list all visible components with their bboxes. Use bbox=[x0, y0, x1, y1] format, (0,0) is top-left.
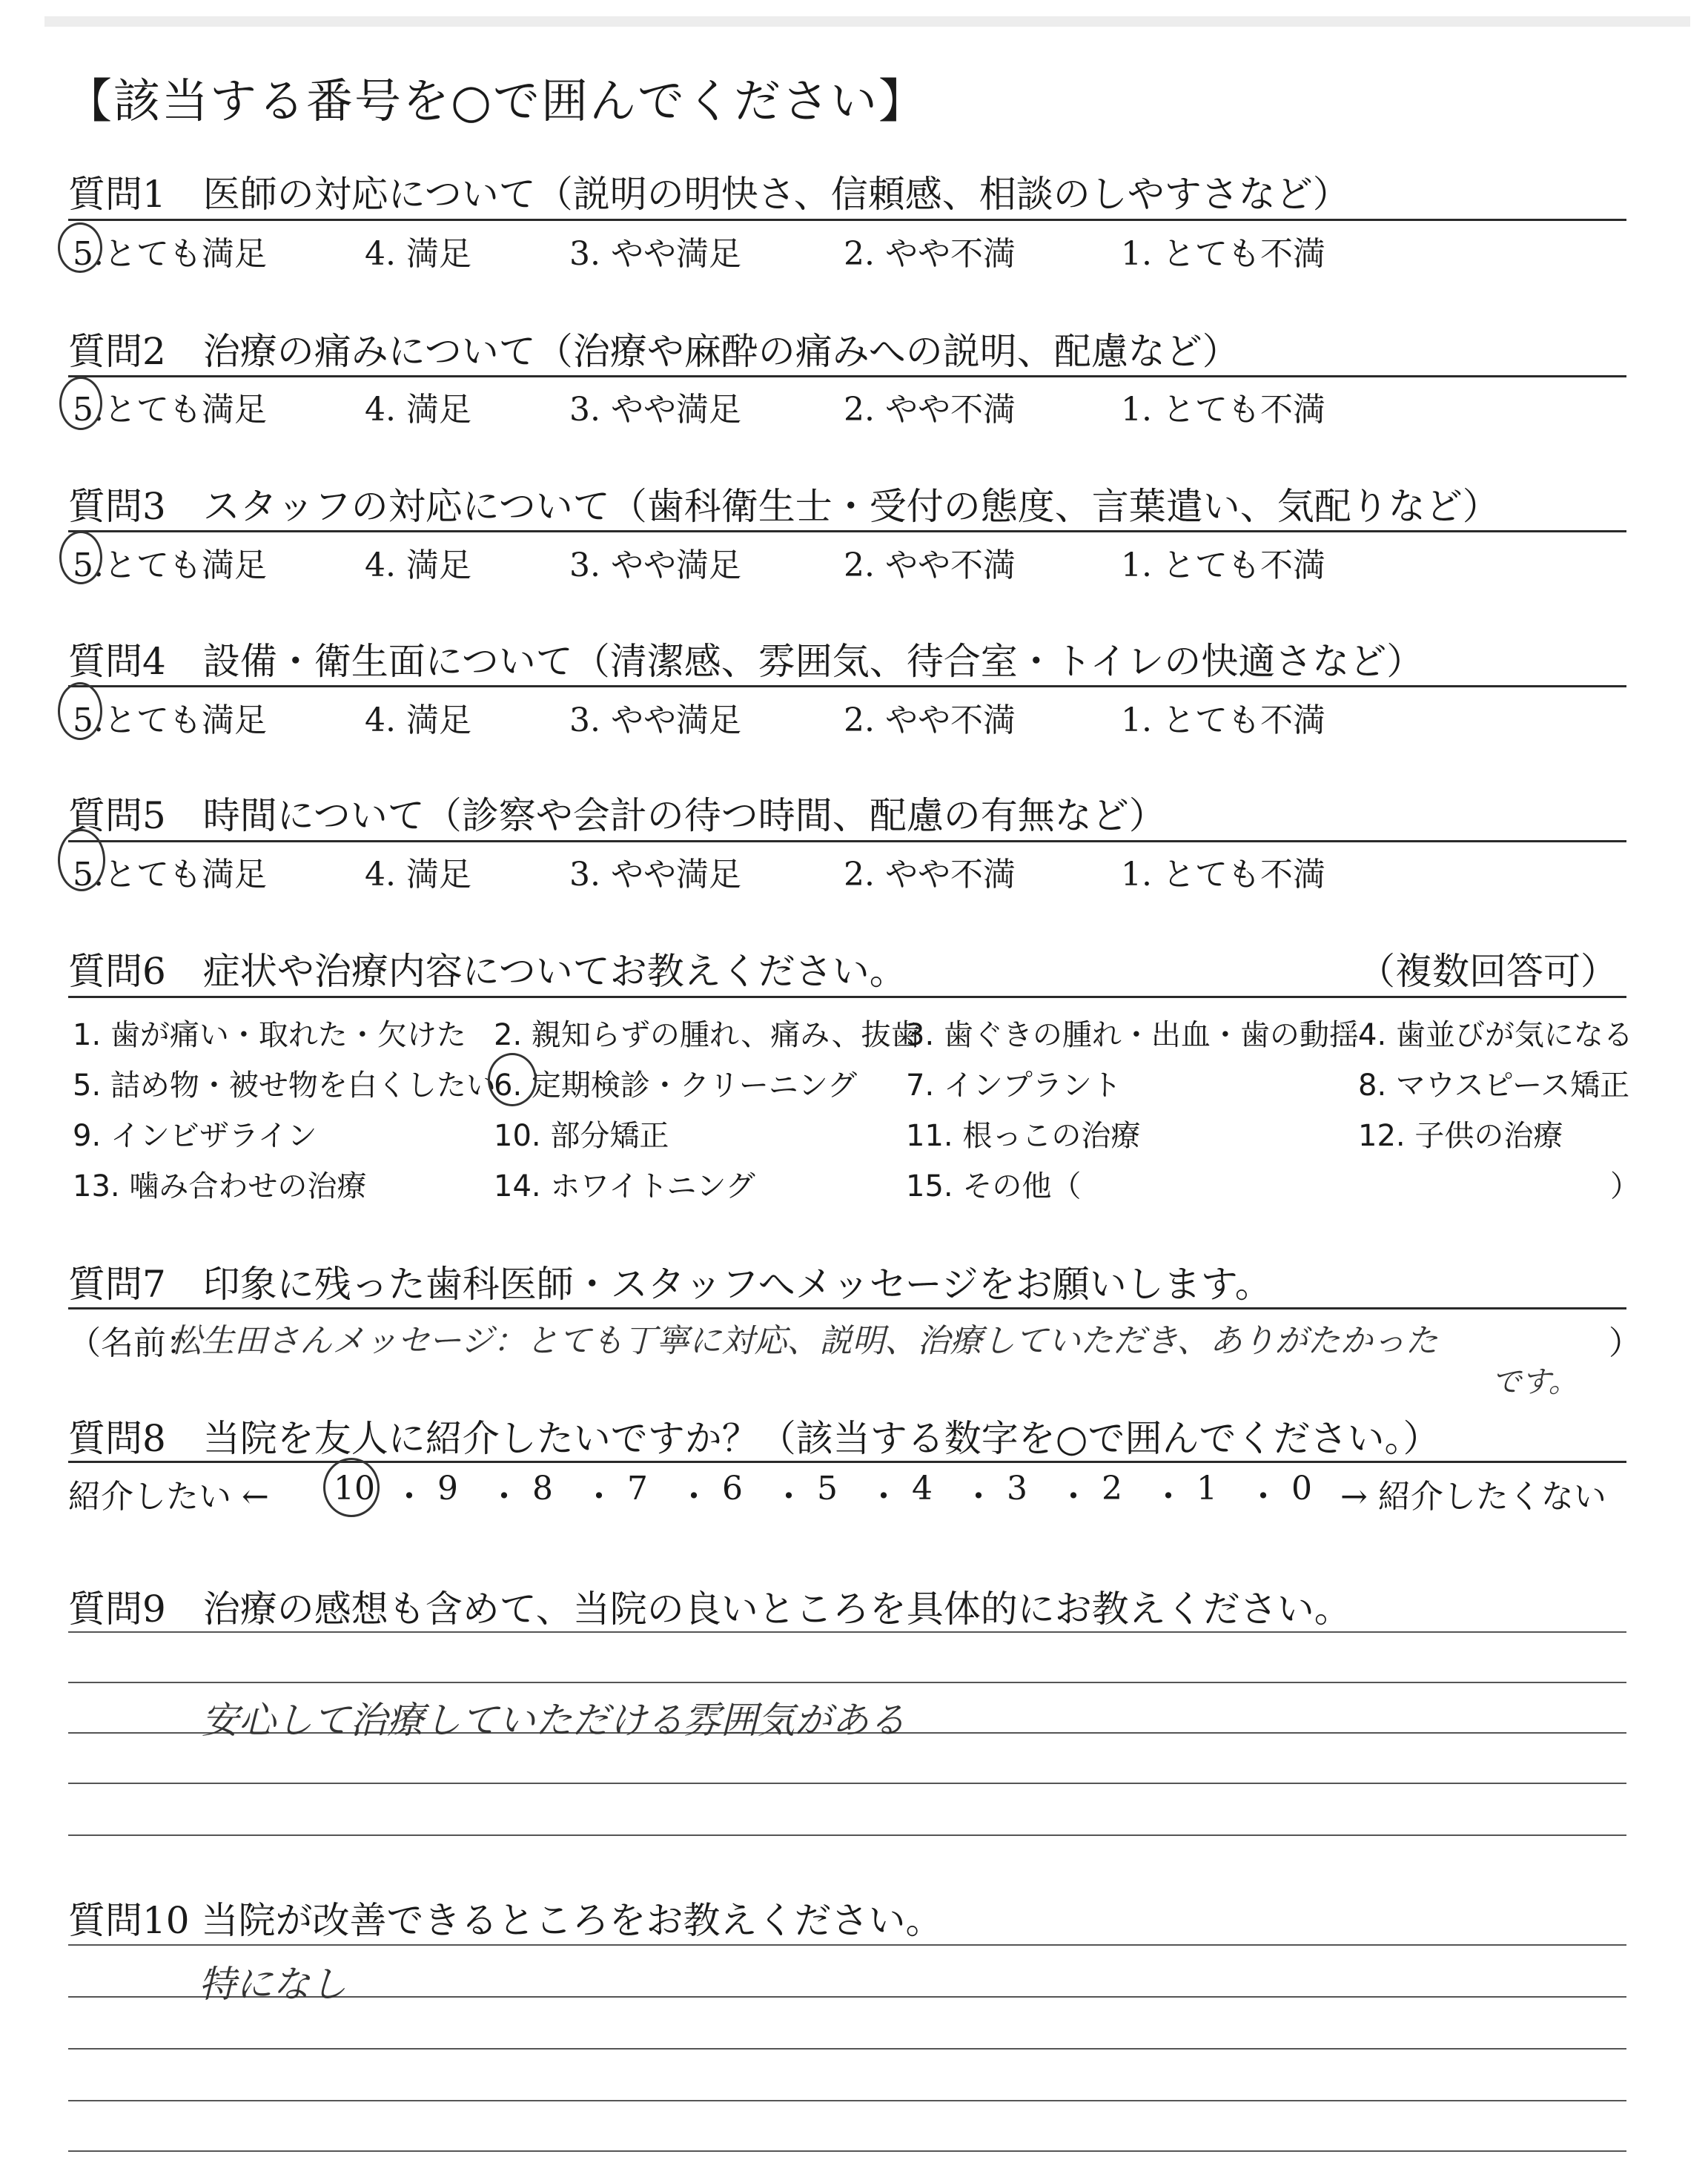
q2-rule bbox=[68, 375, 1626, 377]
q6-option-3[interactable]: 3. 歯ぐきの腫れ・出血・歯の動揺 bbox=[906, 1018, 1359, 1052]
q2-option-3[interactable]: 3. やや満足 bbox=[569, 391, 741, 429]
q4-selection-circle bbox=[58, 682, 102, 740]
q1-option-2[interactable]: 2. やや不満 bbox=[844, 235, 1016, 273]
q2-option-1[interactable]: 1. とても不満 bbox=[1121, 391, 1325, 429]
q6-option-14[interactable]: 14. ホワイトニング bbox=[494, 1169, 755, 1203]
q10-handwritten-answer[interactable]: 特になし bbox=[199, 1963, 347, 2006]
q5-selection-circle bbox=[58, 829, 105, 891]
q5-option-5[interactable]: 5.とても満足 bbox=[73, 856, 267, 894]
q8-scale-dot: ・ bbox=[583, 1478, 615, 1516]
q6-option-13[interactable]: 13. 噛み合わせの治療 bbox=[73, 1169, 367, 1203]
q1-option-5[interactable]: 5.とても満足 bbox=[73, 235, 267, 273]
q9-answer-line bbox=[68, 1834, 1626, 1836]
q5-option-3[interactable]: 3. やや満足 bbox=[569, 856, 741, 894]
q6-option-11[interactable]: 11. 根っこの治療 bbox=[906, 1119, 1141, 1153]
q10-title: 質問10 当院が改善できるところをお教えください。 bbox=[68, 1899, 943, 1942]
q3-option-1[interactable]: 1. とても不満 bbox=[1121, 546, 1325, 584]
q7-handwritten-message[interactable]: 松生田さんメッセージ：とても丁寧に対応、説明、治療していただき、ありがたかった bbox=[169, 1322, 1438, 1360]
q7-close-paren: ） bbox=[1609, 1324, 1641, 1362]
q2-selection-circle bbox=[59, 377, 102, 430]
q2-option-5[interactable]: 5.とても満足 bbox=[73, 391, 267, 429]
q8-title: 質問8 当院を友人に紹介したいですか？（該当する数字を○で囲んでください。） bbox=[68, 1417, 1440, 1460]
q8-scale-dot: ・ bbox=[393, 1478, 426, 1516]
q8-scale-dot: ・ bbox=[1057, 1478, 1090, 1516]
q9-answer-line bbox=[68, 1631, 1626, 1633]
q9-answer-line bbox=[68, 1783, 1626, 1784]
q6-option-1[interactable]: 1. 歯が痛い・取れた・欠けた bbox=[73, 1018, 466, 1052]
scan-edge bbox=[44, 16, 1690, 27]
q5-option-1[interactable]: 1. とても不満 bbox=[1121, 856, 1325, 894]
q1-option-3[interactable]: 3. やや満足 bbox=[569, 235, 741, 273]
q6-option-10[interactable]: 10. 部分矯正 bbox=[494, 1119, 669, 1153]
q6-option-15[interactable]: 15. その他（ bbox=[906, 1169, 1082, 1203]
q3-option-3[interactable]: 3. やや満足 bbox=[569, 546, 741, 584]
q8-scale-dot: ・ bbox=[962, 1478, 995, 1516]
form-header: 【該当する番号を○で囲んでください】 bbox=[65, 74, 927, 128]
q8-scale-6[interactable]: 6 bbox=[722, 1470, 743, 1507]
q10-answer-line bbox=[68, 2100, 1626, 2101]
q8-scale-9[interactable]: 9 bbox=[437, 1470, 458, 1507]
q4-option-5[interactable]: 5.とても満足 bbox=[73, 701, 267, 739]
q8-right-label: → 紹介したくない bbox=[1340, 1478, 1606, 1516]
q2-title: 質問2 治療の痛みについて（治療や麻酔の痛みへの説明、配慮など） bbox=[68, 330, 1239, 373]
q1-title: 質問1 医師の対応について（説明の明快さ、信頼感、相談のしやすさなど） bbox=[68, 173, 1350, 216]
q8-scale-dot: ・ bbox=[488, 1478, 520, 1516]
q6-option-9[interactable]: 9. インビザライン bbox=[73, 1119, 317, 1153]
q8-left-label: 紹介したい ← bbox=[68, 1478, 269, 1516]
q5-rule bbox=[68, 840, 1626, 842]
q3-option-2[interactable]: 2. やや不満 bbox=[844, 546, 1016, 584]
q4-option-3[interactable]: 3. やや満足 bbox=[569, 701, 741, 739]
q6-option-8[interactable]: 8. マウスピース矯正 bbox=[1358, 1069, 1630, 1103]
q1-rule bbox=[68, 219, 1626, 221]
q8-scale-4[interactable]: 4 bbox=[912, 1470, 933, 1507]
q3-option-4[interactable]: 4. 満足 bbox=[365, 546, 471, 584]
q10-answer-line bbox=[68, 1944, 1626, 1946]
q9-handwritten-answer[interactable]: 安心して治療していただける雰囲気がある bbox=[202, 1699, 906, 1742]
q5-option-4[interactable]: 4. 満足 bbox=[365, 856, 471, 894]
q8-scale-dot: ・ bbox=[867, 1478, 900, 1516]
q10-answer-line bbox=[68, 2150, 1626, 2152]
q6-option-15-close: ） bbox=[1610, 1169, 1640, 1203]
q2-option-2[interactable]: 2. やや不満 bbox=[844, 391, 1016, 429]
q4-title: 質問4 設備・衛生面について（清潔感、雰囲気、待合室・トイレの快適さなど） bbox=[68, 640, 1424, 683]
q6-rule bbox=[68, 996, 1626, 998]
q10-answer-line bbox=[68, 2048, 1626, 2050]
q6-option-7[interactable]: 7. インプラント bbox=[906, 1069, 1122, 1103]
q8-scale-5[interactable]: 5 bbox=[817, 1470, 838, 1507]
q6-option-12[interactable]: 12. 子供の治療 bbox=[1358, 1119, 1563, 1153]
q8-scale-dot: ・ bbox=[1247, 1478, 1280, 1516]
q8-scale-3[interactable]: 3 bbox=[1007, 1470, 1027, 1507]
q6-selection-circle bbox=[488, 1053, 537, 1106]
q7-title: 質問7 印象に残った歯科医師・スタッフへメッセージをお願いします。 bbox=[68, 1263, 1272, 1306]
q8-scale-dot: ・ bbox=[678, 1478, 710, 1516]
q5-title: 質問5 時間について（診察や会計の待つ時間、配慮の有無など） bbox=[68, 794, 1166, 837]
q8-scale-8[interactable]: 8 bbox=[532, 1470, 553, 1507]
q8-scale-0[interactable]: 0 bbox=[1291, 1470, 1312, 1507]
q6-multiple-note: （複数回答可） bbox=[1358, 950, 1618, 993]
q4-option-2[interactable]: 2. やや不満 bbox=[844, 701, 1016, 739]
q3-selection-circle bbox=[59, 531, 102, 584]
q7-name-label: （名前： bbox=[68, 1324, 199, 1362]
q6-title: 質問6 症状や治療内容についてお教えください。 bbox=[68, 950, 907, 993]
q7-rule bbox=[68, 1307, 1626, 1309]
q4-option-4[interactable]: 4. 満足 bbox=[365, 701, 471, 739]
q9-title: 質問9 治療の感想も含めて、当院の良いところを具体的にお教えください。 bbox=[68, 1588, 1351, 1631]
q4-rule bbox=[68, 685, 1626, 687]
q6-option-6[interactable]: 6. 定期検診・クリーニング bbox=[494, 1069, 858, 1103]
q8-scale-7[interactable]: 7 bbox=[627, 1470, 648, 1507]
q1-option-1[interactable]: 1. とても不満 bbox=[1121, 235, 1325, 273]
q1-selection-circle bbox=[58, 222, 102, 273]
q6-option-2[interactable]: 2. 親知らずの腫れ、痛み、抜歯 bbox=[494, 1018, 921, 1052]
q5-option-2[interactable]: 2. やや不満 bbox=[844, 856, 1016, 894]
q8-selection-circle bbox=[323, 1458, 380, 1517]
q8-rule bbox=[68, 1461, 1626, 1463]
q4-option-1[interactable]: 1. とても不満 bbox=[1121, 701, 1325, 739]
q3-rule bbox=[68, 530, 1626, 532]
q8-scale-10[interactable]: 10 bbox=[334, 1470, 375, 1507]
q8-scale-1[interactable]: 1 bbox=[1196, 1470, 1217, 1507]
q3-option-5[interactable]: 5.とても満足 bbox=[73, 546, 267, 584]
q8-scale-dot: ・ bbox=[772, 1478, 805, 1516]
q1-option-4[interactable]: 4. 満足 bbox=[365, 235, 471, 273]
q7-handwritten-message-cont: です。 bbox=[1492, 1365, 1578, 1399]
q6-option-5[interactable]: 5. 詰め物・被せ物を白くしたい bbox=[73, 1069, 496, 1103]
q3-title: 質問3 スタッフの対応について（歯科衛生士・受付の態度、言葉遣い、気配りなど） bbox=[68, 485, 1500, 528]
q2-option-4[interactable]: 4. 満足 bbox=[365, 391, 471, 429]
q8-scale-2[interactable]: 2 bbox=[1102, 1470, 1122, 1507]
q9-answer-line bbox=[68, 1682, 1626, 1683]
q6-option-4[interactable]: 4. 歯並びが気になる bbox=[1358, 1018, 1633, 1052]
q8-scale-dot: ・ bbox=[1152, 1478, 1185, 1516]
